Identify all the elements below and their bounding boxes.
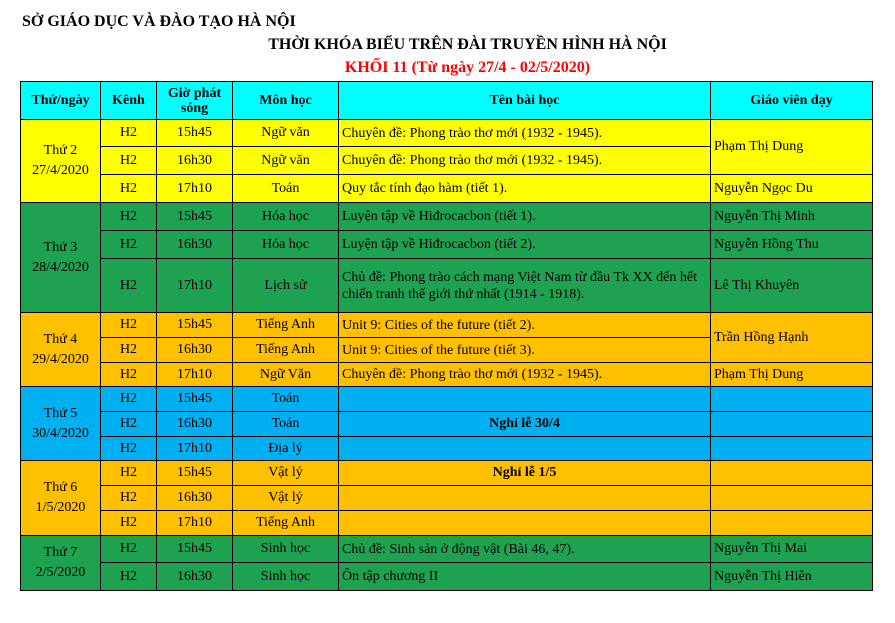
time-cell: 16h30 [157,486,233,511]
day-name: Thứ 5 [43,405,78,421]
time-cell: 16h30 [157,563,233,591]
schedule-table [20,81,873,591]
day-date: 1/5/2020 [35,500,86,515]
time-cell: 17h10 [157,175,233,203]
day-date: 27/4/2020 [32,163,89,178]
teacher-cell [711,437,873,461]
teacher-cell [711,387,873,412]
time-cell: 16h30 [157,231,233,259]
table-row [21,203,873,231]
channel-cell: H2 [101,203,157,231]
time-cell: 15h45 [157,387,233,412]
table-row [21,175,873,203]
time-cell: 17h10 [157,259,233,313]
time-cell: 16h30 [157,338,233,363]
schedule-title: THỜI KHÓA BIỂU TRÊN ĐÀI TRUYỀN HÌNH HÀ NỘI [268,36,667,53]
channel-cell: H2 [101,437,157,461]
lesson-cell: Chủ đề: Phong trào cách mạng Việt Nam từ đầu Tk XX đến hết chiến tranh thế giới thứ nhất (1914 - 1918). [339,259,711,313]
table-row [21,387,873,412]
time-cell: 15h45 [157,120,233,147]
holiday-label: Nghỉ lễ 1/5 [339,461,711,486]
table-row [21,486,873,511]
subject-cell: Tiếng Anh [233,511,339,536]
time-cell: 16h30 [157,412,233,437]
channel-cell: H2 [101,363,157,387]
table-row [21,363,873,387]
subject-cell: Tiếng Anh [233,313,339,338]
schedule-subtitle: KHỐI 11 (Từ ngày 27/4 - 02/5/2020) [344,59,591,76]
teacher-cell [711,511,873,536]
table-row [21,313,873,338]
col-header-time: Giờ phát sóng [157,82,233,120]
table-row [21,461,873,486]
col-header-day: Thứ/ngày [21,82,101,120]
lesson-cell [339,486,711,511]
lesson-cell: Luyện tập về Hiđrocacbon (tiết 2). [339,231,711,259]
subject-cell: Lịch sử [233,259,339,313]
time-cell: 15h45 [157,461,233,486]
table-header-row [21,82,873,120]
day-name: Thứ 7 [43,545,78,560]
table-row [21,412,873,437]
subject-cell: Toán [233,387,339,412]
day-cell [21,387,101,461]
lesson-cell: Ôn tập chương II [339,563,711,591]
subject-cell: Tiếng Anh [233,338,339,363]
time-cell: 15h45 [157,536,233,563]
day-cell [21,461,101,536]
channel-cell: H2 [101,412,157,437]
col-header-lesson: Tên bài học [339,82,711,120]
teacher-cell: Nguyễn Ngọc Du [711,175,873,203]
subject-cell: Ngữ Văn [233,363,339,387]
teacher-cell: Phạm Thị Dung [711,363,873,387]
time-cell: 16h30 [157,147,233,175]
teacher-cell: Phạm Thị Dung [711,120,873,175]
day-date: 2/5/2020 [35,565,86,580]
channel-cell: H2 [101,338,157,363]
lesson-cell: Unit 9: Cities of the future (tiết 2). [339,313,711,338]
col-header-teacher: Giáo viên dạy [711,82,873,120]
table-row [21,563,873,591]
teacher-cell: Nguyễn Thị Hiên [711,563,873,591]
day-name: Thứ 2 [43,143,78,158]
subject-cell: Toán [233,175,339,203]
subject-cell: Toán [233,412,339,437]
subject-cell: Ngữ văn [233,120,339,147]
holiday-label: Nghỉ lễ 30/4 [339,412,711,437]
teacher-cell [711,412,873,437]
day-cell [21,120,101,203]
channel-cell: H2 [101,486,157,511]
lesson-cell: Luyện tập về Hiđrocacbon (tiết 1). [339,203,711,231]
channel-cell: H2 [101,563,157,591]
channel-cell: H2 [101,120,157,147]
table-row [21,259,873,313]
day-cell [21,536,101,591]
channel-cell: H2 [101,175,157,203]
table-row [21,120,873,147]
channel-cell: H2 [101,147,157,175]
teacher-cell: Lê Thị Khuyên [711,259,873,313]
day-date: 30/4/2020 [32,425,89,441]
col-header-subject: Môn học [233,82,339,120]
day-cell [21,203,101,313]
time-cell: 15h45 [157,313,233,338]
subject-cell: Ngữ văn [233,147,339,175]
channel-cell: H2 [101,231,157,259]
time-cell: 17h10 [157,511,233,536]
channel-cell: H2 [101,461,157,486]
lesson-cell: Chuyên đề: Phong trào thơ mới (1932 - 1945). [339,120,711,147]
day-name: Thứ 6 [43,480,78,495]
subject-cell: Vật lý [233,486,339,511]
lesson-cell: Unit 9: Cities of the future (tiết 3). [339,338,711,363]
table-row [21,437,873,461]
channel-cell: H2 [101,313,157,338]
subject-cell: Hóa học [233,203,339,231]
table-row [21,511,873,536]
day-cell [21,313,101,387]
lesson-cell: Quy tắc tính đạo hàm (tiết 1). [339,175,711,203]
col-header-channel: Kênh [101,82,157,120]
schedule-body [21,120,873,591]
subject-cell: Địa lý [233,437,339,461]
subject-cell: Hóa học [233,231,339,259]
teacher-cell [711,461,873,486]
channel-cell: H2 [101,387,157,412]
channel-cell: H2 [101,259,157,313]
teacher-cell: Nguyễn Hồng Thu [711,231,873,259]
subject-cell: Sinh học [233,563,339,591]
day-name: Thứ 4 [43,331,78,347]
time-cell: 17h10 [157,437,233,461]
teacher-cell [711,486,873,511]
subject-cell: Vật lý [233,461,339,486]
teacher-cell: Trần Hồng Hạnh [711,313,873,363]
day-name: Thứ 3 [43,239,78,255]
lesson-cell: Chủ đề: Sinh sản ở động vật (Bài 46, 47). [339,536,711,563]
organization-name: SỞ GIÁO DỤC VÀ ĐÀO TẠO HÀ NỘI [22,13,296,30]
lesson-cell [339,387,711,412]
teacher-cell: Nguyễn Thị Mai [711,536,873,563]
lesson-cell [339,437,711,461]
lesson-cell: Chuyên đề: Phong trào thơ mới (1932 - 1945). [339,363,711,387]
time-cell: 17h10 [157,363,233,387]
table-row [21,536,873,563]
channel-cell: H2 [101,536,157,563]
lesson-cell [339,511,711,536]
lesson-cell: Chuyên đề: Phong trào thơ mới (1932 - 1945). [339,147,711,175]
day-date: 28/4/2020 [32,259,89,275]
time-cell: 15h45 [157,203,233,231]
channel-cell: H2 [101,511,157,536]
teacher-cell: Nguyễn Thị Minh [711,203,873,231]
day-date: 29/4/2020 [32,351,89,367]
subject-cell: Sinh học [233,536,339,563]
table-row [21,231,873,259]
